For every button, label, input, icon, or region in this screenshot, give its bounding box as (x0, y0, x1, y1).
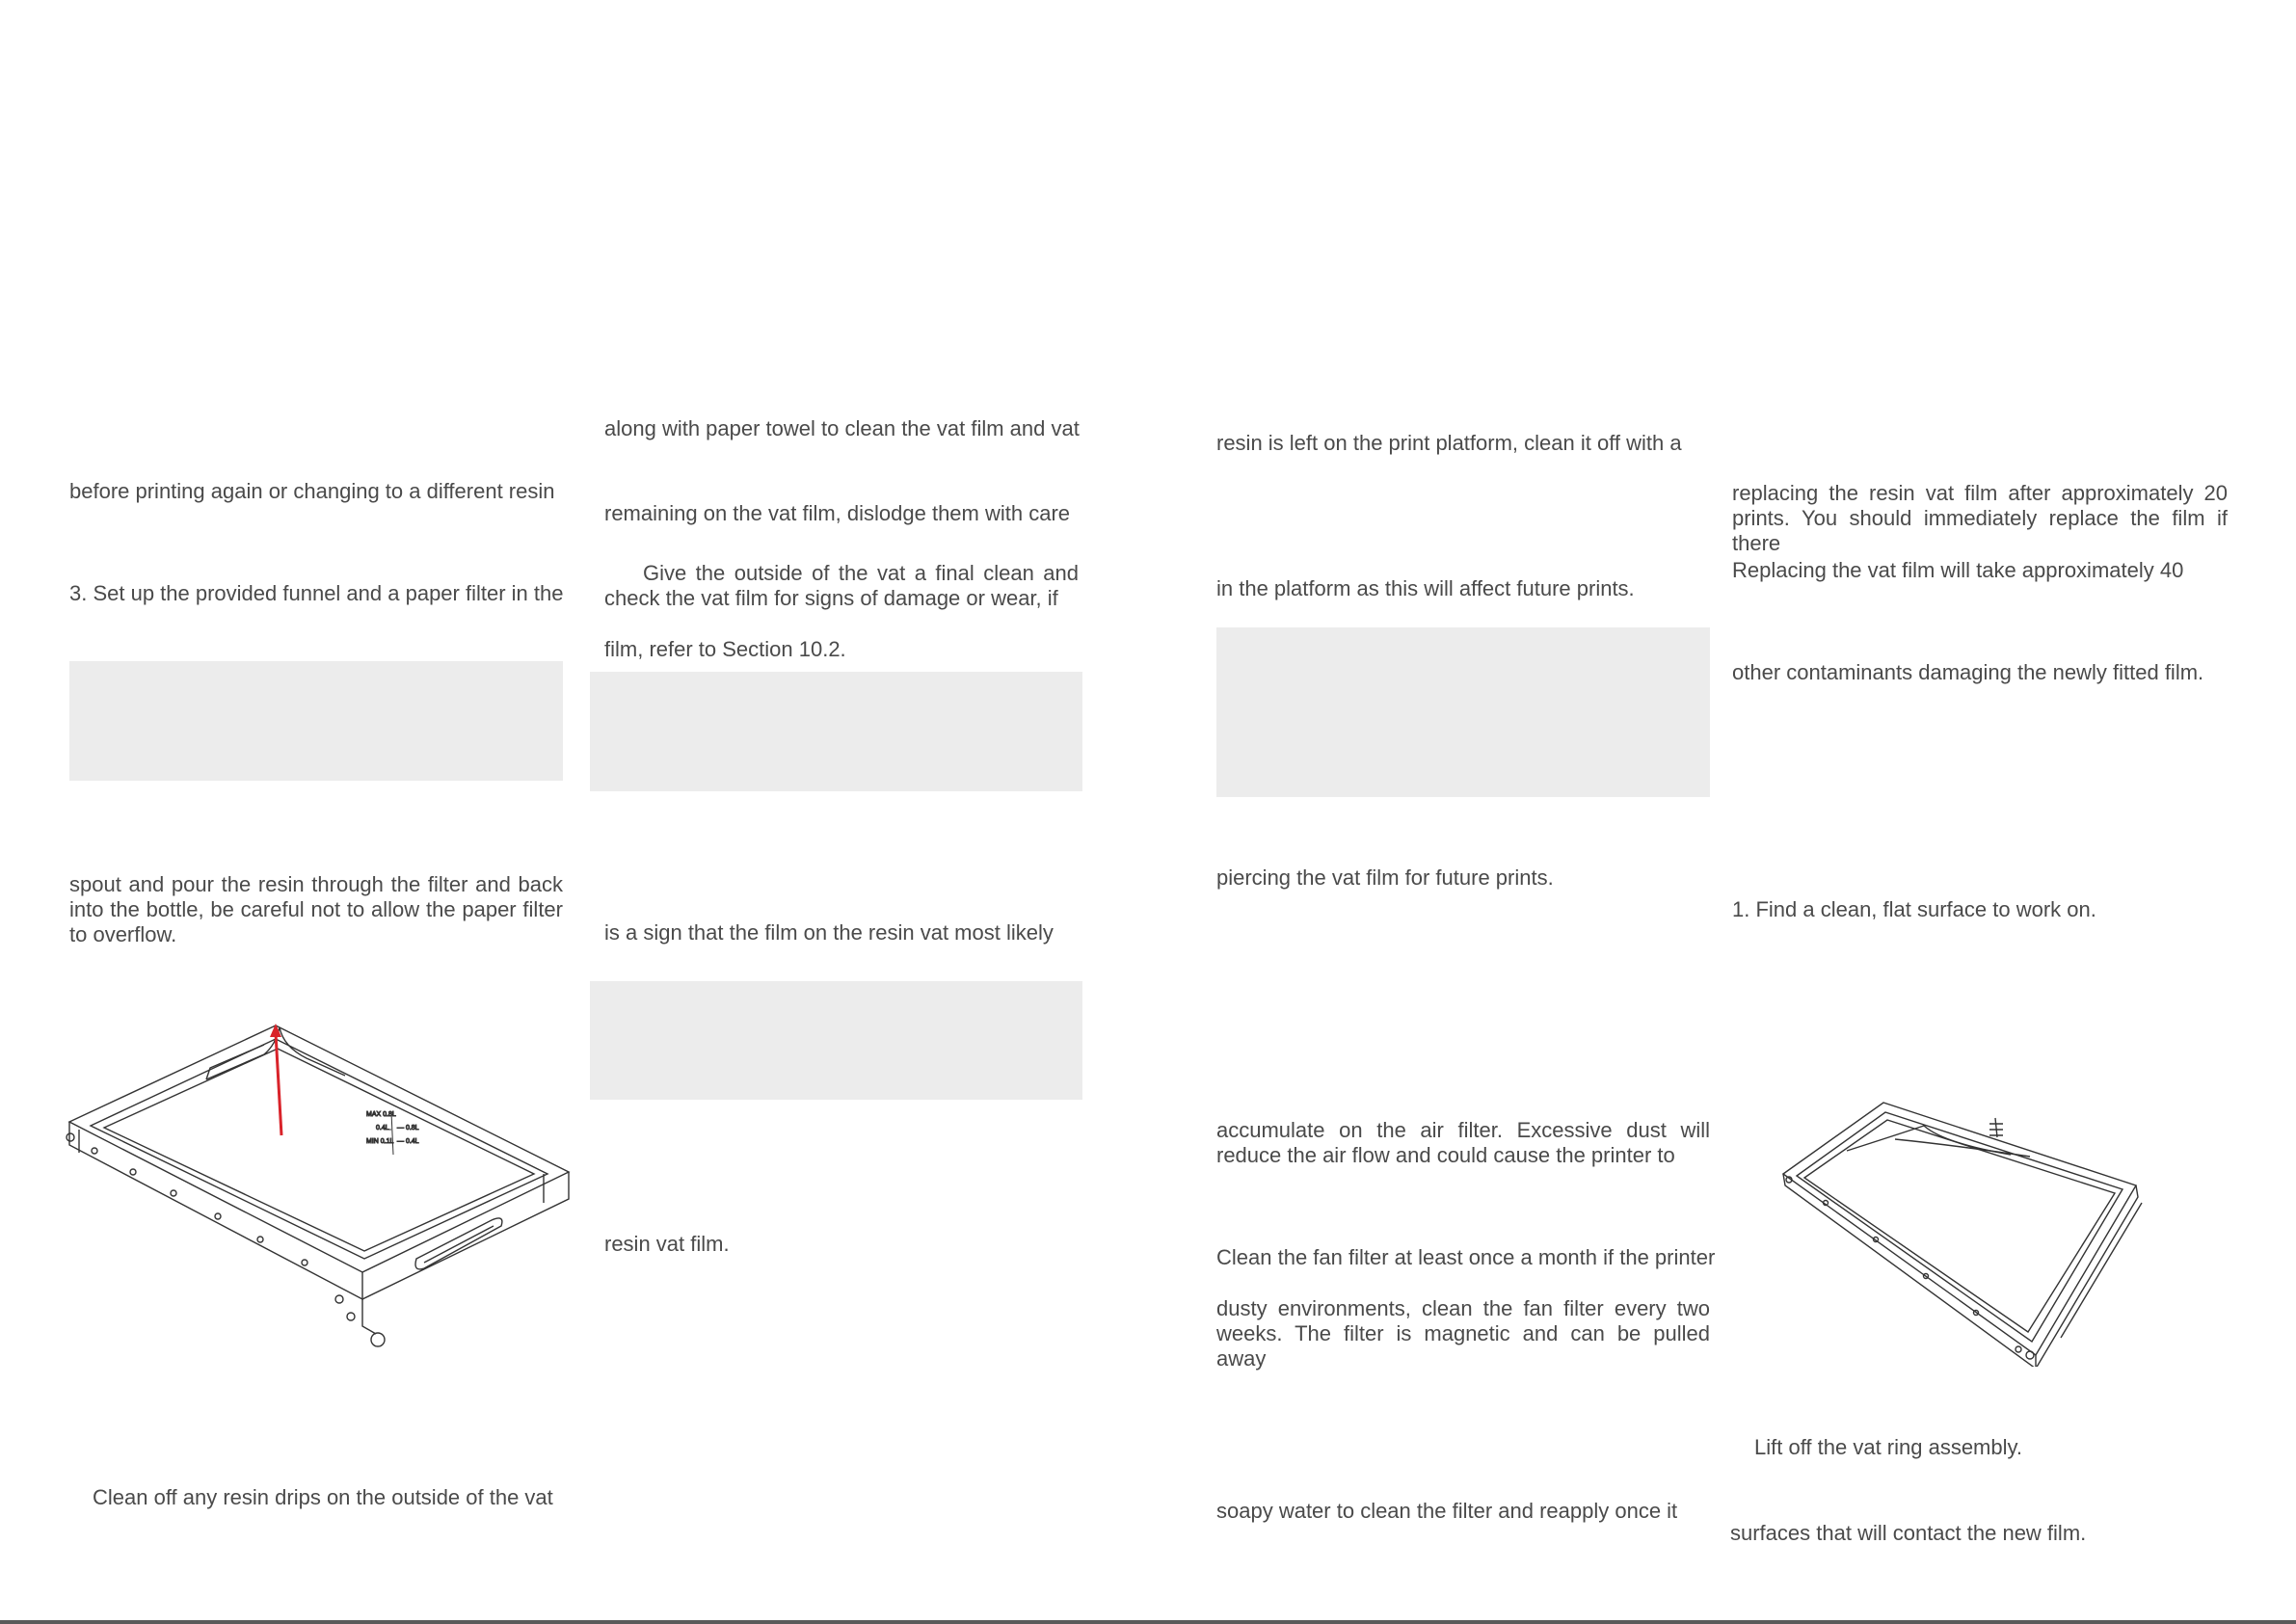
scale-label: 0.4L (376, 1125, 389, 1131)
col3-paragraph: accumulate on the air filter. Excessive dust will reduce the air flow and could cause the printer to (1216, 1118, 1710, 1167)
col3-text-line: soapy water to clean the filter and reapply once it (1216, 1499, 1678, 1523)
image-placeholder (590, 672, 1082, 791)
col1-text-line: 3. Set up the provided funnel and a paper filter in the (69, 581, 564, 605)
col3-text-line: in the platform as this will affect future prints. (1216, 576, 1635, 600)
col3-text-line: Clean the fan filter at least once a month if the printer (1216, 1245, 1716, 1269)
image-placeholder (69, 661, 563, 781)
col2-text-line: is a sign that the film on the resin vat most likely (604, 920, 1054, 945)
col4-text-line: surfaces that will contact the new film. (1730, 1521, 2087, 1545)
image-placeholder (1216, 627, 1710, 797)
col2-text-line: resin vat film. (604, 1232, 730, 1256)
col3-text-line: piercing the vat film for future prints. (1216, 865, 1554, 890)
col4-text-line: Lift off the vat ring assembly. (1754, 1435, 2022, 1459)
image-placeholder (590, 981, 1082, 1100)
col2-text-line: film, refer to Section 10.2. (604, 637, 846, 661)
col4-text-line: Replacing the vat film will take approximately 40 (1732, 558, 2184, 582)
scale-label: MAX 0.8L (366, 1111, 396, 1118)
scale-label: — 0.4L (397, 1138, 419, 1145)
scale-label: MIN 0.1L (366, 1138, 394, 1145)
resin-vat-figure (66, 1020, 576, 1367)
vat-ring-figure (1779, 1097, 2146, 1367)
col3-paragraph: dusty environments, clean the fan filter every two weeks. The filter is magnetic and can be pulled away (1216, 1296, 1710, 1371)
col2-text-line: along with paper towel to clean the vat film and vat (604, 416, 1080, 440)
page-bottom-rule (0, 1620, 2296, 1624)
scale-label: — 0.8L (397, 1125, 419, 1131)
col1-paragraph: spout and pour the resin through the filter and back into the bottle, be careful not to allow the paper filter to overflow. (69, 872, 563, 946)
col4-paragraph: replacing the resin vat film after approximately 20 prints. You should immediately replace the film if there (1732, 481, 2228, 555)
col3-text-line: resin is left on the print platform, clean it off with a (1216, 431, 1682, 455)
col1-text-line: before printing again or changing to a different resin (69, 479, 555, 503)
col4-text-line: other contaminants damaging the newly fitted film. (1732, 660, 2204, 684)
col1-text-line: Clean off any resin drips on the outside of the vat (93, 1485, 553, 1509)
col4-text-line: 1. Find a clean, flat surface to work on. (1732, 897, 2096, 921)
col2-text-line: remaining on the vat film, dislodge them with care (604, 501, 1071, 525)
col2-paragraph: Give the outside of the vat a final clean and check the vat film for signs of damage or wear, if (604, 561, 1079, 610)
